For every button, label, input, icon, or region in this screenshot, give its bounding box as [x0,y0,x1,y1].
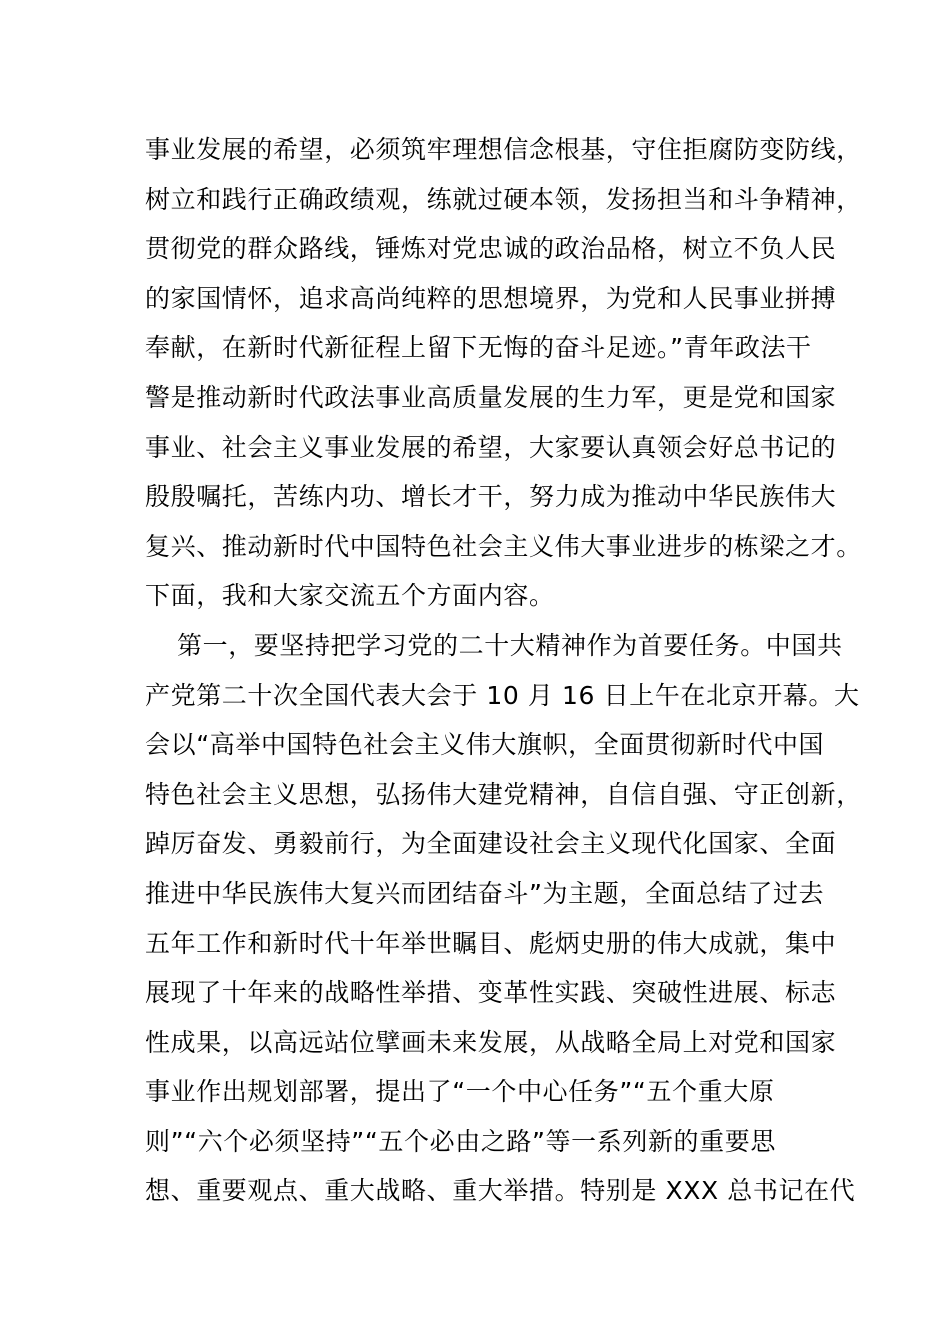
text-line: 的家国情怀，追求高尚纯粹的思想境界，为党和人民事业拼搏 [145,283,837,313]
text-line: 复兴、推动新时代中国特色社会主义伟大事业进步的栋梁之才。 [145,531,862,561]
text-line: 五年工作和新时代十年举世瞩目、彪炳史册的伟大成就，集中 [145,928,837,958]
text-line: 事业作出规划部署，提出了“一个中心任务”“五个重大原 [145,1077,775,1107]
text-line: 展现了十年来的战略性举措、变革性实践、突破性进展、标志 [145,978,837,1008]
text-line: 则”“六个必须坚持”“五个必由之路”等一系列新的重要思 [145,1126,776,1156]
text-line: 特色社会主义思想，弘扬伟大建党精神，自信自强、守正创新， [145,779,862,809]
text-line: 树立和践行正确政绩观，练就过硬本领，发扬担当和斗争精神， [145,184,862,214]
text-line: 奉献，在新时代新征程上留下无悔的奋斗足迹。”青年政法干 [145,333,812,363]
text-line: 想、重要观点、重大战略、重大举措。特别是 XXX 总书记在代 [145,1176,856,1206]
text-line: 事业发展的希望，必须筑牢理想信念根基，守住拒腐防变防线， [145,135,862,164]
text-line: 推进中华民族伟大复兴而团结奋斗”为主题，全面总结了过去 [145,878,825,908]
text-line: 产党第二十次全国代表大会于 10 月 16 日上午在北京开幕。大 [145,680,860,710]
text-line: 事业、社会主义事业发展的希望，大家要认真领会好总书记的 [145,432,837,462]
text-line: 会以“高举中国特色社会主义伟大旗帜，全面贯彻新时代中国 [145,730,825,760]
text-line: 殷殷嘱托，苦练内功、增长才干，努力成为推动中华民族伟大 [145,482,837,512]
text-line: 贯彻党的群众路线，锤炼对党忠诚的政治品格，树立不负人民 [145,234,837,264]
text-line: 性成果，以高远站位擘画未来发展，从战略全局上对党和国家 [145,1027,837,1057]
text-line: 踔厉奋发、勇毅前行，为全面建设社会主义现代化国家、全面 [145,829,837,859]
paragraph-first-line: 第一，要坚持把学习党的二十大精神作为首要任务。中国共 [177,630,843,660]
text-line: 警是推动新时代政法事业高质量发展的生力军，更是党和国家 [145,382,837,412]
text-line: 下面，我和大家交流五个方面内容。 [145,581,555,611]
body-text [145,125,862,1216]
